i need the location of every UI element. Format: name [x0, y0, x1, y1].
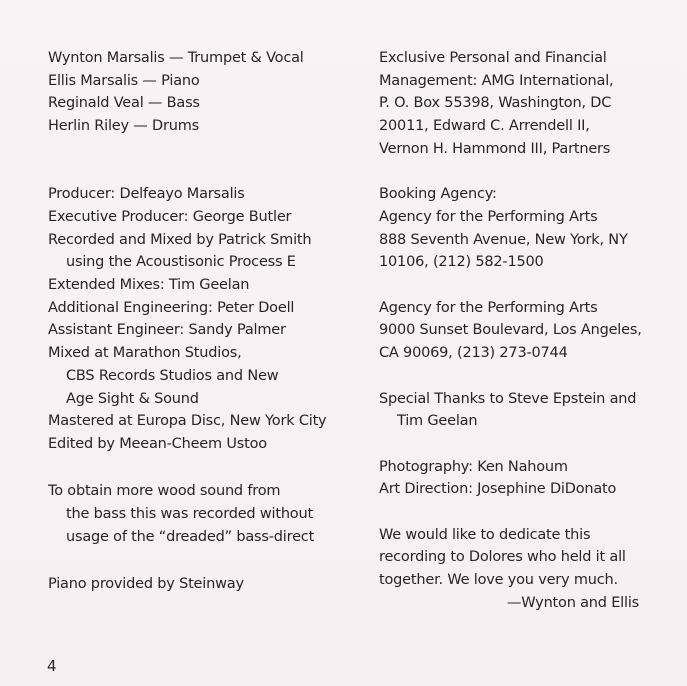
production-credits-block: [48, 183, 348, 455]
recording-note-block: [48, 480, 348, 548]
art-line: Art Direction: Josephine DiDonato: [379, 481, 617, 498]
credit-line: Producer: Delfeayo Marsalis: [48, 186, 245, 203]
note-line: the bass this was recorded without: [66, 506, 313, 523]
thanks-line: Tim Geelan: [397, 413, 478, 430]
art-line: Photography: Ken Nahoum: [379, 458, 568, 475]
credit-line: Extended Mixes: Tim Geelan: [48, 277, 250, 293]
credit-line: Recorded and Mixed by Patrick Smith: [48, 231, 312, 248]
note-line: To obtain more wood sound from: [48, 483, 281, 500]
management-block: [379, 47, 679, 161]
credit-line: Assistant Engineer: Sandy Palmer: [48, 322, 286, 339]
booking-block: [379, 183, 679, 274]
agency-line: CA 90069, (213) 273-0744: [379, 345, 568, 362]
piano-credit: Piano provided by Steinway: [48, 576, 244, 593]
credit-line: Age Sight & Sound: [66, 390, 199, 407]
booking-line: 10106, (212) 582-1500: [379, 254, 544, 271]
booking-line: 888 Seventh Avenue, New York, NY: [379, 231, 628, 248]
personnel-block: [48, 47, 348, 138]
credit-line: using the Acoustisonic Process E: [66, 254, 296, 271]
management-line: Management: AMG International,: [379, 72, 614, 89]
thanks-block: [379, 388, 679, 433]
credit-line: Mixed at Marathon Studios,: [48, 345, 242, 362]
credit-line: Edited by Meean-Cheem Ustoo: [48, 435, 267, 452]
dedication-signature: —Wynton and Ellis: [507, 594, 639, 611]
personnel-line: Reginald Veal — Bass: [48, 95, 200, 112]
personnel-line: Herlin Riley — Drums: [48, 118, 199, 135]
personnel-line: Ellis Marsalis — Piano: [48, 72, 200, 89]
management-line: Exclusive Personal and Financial: [379, 50, 607, 66]
agency-line: 9000 Sunset Boulevard, Los Angeles,: [379, 322, 642, 339]
booking-line: Agency for the Performing Arts: [379, 208, 598, 225]
booking-line: Booking Agency:: [379, 186, 497, 203]
art-credits-block: [379, 456, 679, 501]
management-line: P. O. Box 55398, Washington, DC: [379, 95, 612, 112]
dedication-line: We would like to dedicate this: [379, 526, 591, 543]
piano-credit-block: [48, 573, 348, 596]
left-column: [48, 47, 348, 596]
right-column: [379, 47, 679, 615]
dedication-line: together. We love you very much.: [379, 572, 618, 589]
page-number: 4: [47, 657, 57, 675]
credit-line: Additional Engineering: Peter Doell: [48, 299, 295, 316]
dedication-line: recording to Dolores who held it all: [379, 549, 626, 566]
thanks-line: Special Thanks to Steve Epstein and: [379, 390, 637, 407]
management-line: Vernon H. Hammond III, Partners: [379, 140, 611, 157]
credit-line: Mastered at Europa Disc, New York City: [48, 413, 327, 430]
credit-line: Executive Producer: George Butler: [48, 208, 292, 225]
personnel-line: Wynton Marsalis — Trumpet & Vocal: [48, 50, 304, 66]
agency-la-block: [379, 297, 679, 365]
note-line: usage of the “dreaded” bass-direct: [66, 528, 315, 545]
management-line: 20011, Edward C. Arrendell II,: [379, 118, 590, 135]
agency-line: Agency for the Performing Arts: [379, 299, 598, 316]
dedication-block: [379, 524, 679, 615]
credit-line: CBS Records Studios and New: [66, 367, 279, 384]
